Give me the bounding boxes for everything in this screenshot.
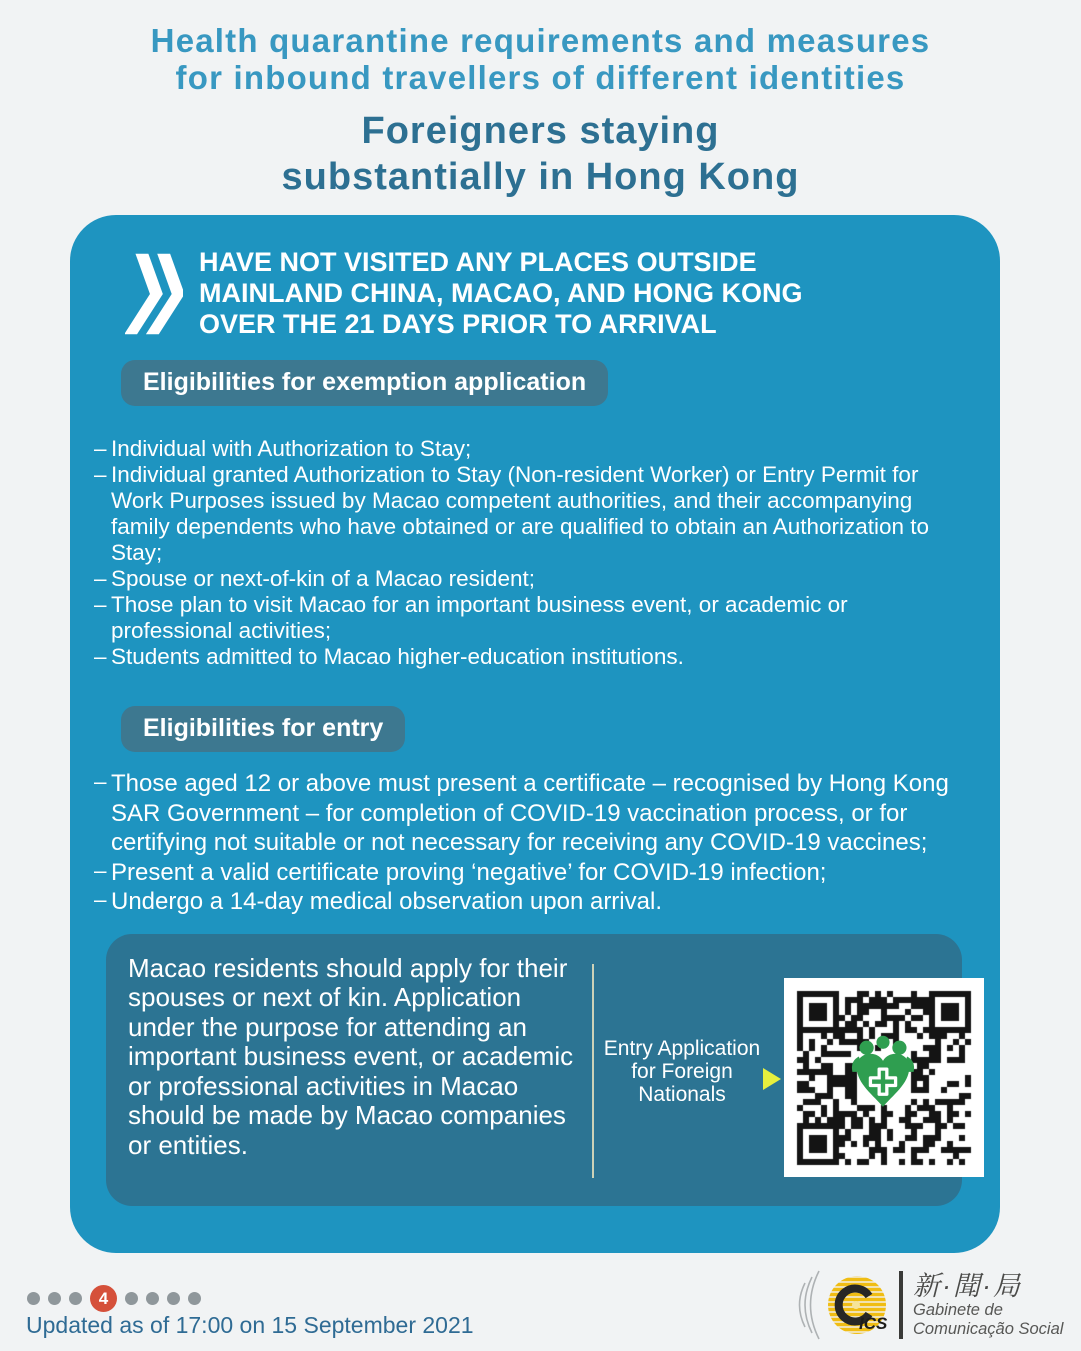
list-item-text: Those plan to visit Macao for an important business event, or academic or professional activities;: [111, 592, 848, 643]
page-subtitle-line1: Foreigners staying: [361, 110, 720, 152]
badge-exemption-application: Eligibilities for exemption application: [121, 360, 608, 406]
card-heading: [199, 245, 802, 343]
gcs-portuguese-name-line1: Gabinete de: [913, 1301, 1003, 1319]
list-item: [94, 566, 972, 592]
page-dot: [188, 1292, 201, 1305]
page-subtitle-line2: substantially in Hong Kong: [281, 156, 800, 198]
list-item-dash: –: [94, 887, 107, 912]
list-item-dash: –: [94, 462, 107, 487]
page-dot: [146, 1292, 159, 1305]
page-dot: [167, 1292, 180, 1305]
badge-entry: Eligibilities for entry: [121, 706, 405, 752]
card-heading-line2: MAINLAND CHINA, MACAO, AND HONG KONG: [199, 278, 803, 308]
qr-label-line2: for Foreign: [631, 1059, 733, 1083]
card-heading-line3: OVER THE 21 DAYS PRIOR TO ARRIVAL: [199, 309, 717, 339]
qr-label-line1: Entry Application: [603, 1036, 761, 1060]
note-text: Macao residents should apply for their spouses or next of kin. Application under the purpose for attending an important business event, or academic or professional activities in Macao should be made by Macao companies or entities.: [128, 952, 574, 1160]
list-item-dash: –: [94, 566, 107, 591]
list-item-dash: –: [94, 436, 107, 461]
list-item-dash: –: [94, 592, 107, 617]
list-item-dash: –: [94, 857, 107, 883]
page-dot: [69, 1292, 82, 1305]
page-dot: [48, 1292, 61, 1305]
card-header: [125, 245, 970, 343]
arrow-right-icon: [763, 1068, 781, 1090]
qr-code: [784, 978, 984, 1177]
exemption-eligibility-list: [94, 436, 972, 670]
page-title-line2: for inbound travellers of different identities: [175, 59, 906, 96]
double-chevron-icon: [125, 245, 183, 343]
page-title-line1: Health quarantine requirements and measures: [150, 22, 931, 59]
list-item-text: Present a valid certificate proving ‘negative’ for COVID-19 infection;: [111, 858, 827, 886]
list-item-text: Undergo a 14-day medical observation upon arrival.: [111, 888, 662, 915]
gcs-acronym: ICS: [859, 1314, 888, 1333]
page-indicator: [27, 1285, 201, 1312]
list-item-text: Individual with Authorization to Stay;: [111, 436, 472, 461]
page-dot: [27, 1292, 40, 1305]
gcs-chinese-name: 新·聞·局: [913, 1271, 1022, 1301]
note-box: [106, 934, 962, 1206]
list-item: [94, 592, 972, 644]
gcs-logo: [793, 1262, 1063, 1348]
gcs-portuguese-name-line2: Comunicação Social: [913, 1320, 1064, 1338]
qr-center-heart-icon: [848, 1034, 918, 1114]
list-item: [94, 769, 972, 858]
list-item-dash: –: [94, 644, 107, 669]
list-item-dash: –: [94, 769, 107, 794]
entry-eligibility-list: [94, 769, 972, 917]
page-dot: [125, 1292, 138, 1305]
qr-label: [598, 1037, 766, 1106]
vertical-divider: [592, 964, 594, 1178]
list-item-text: Spouse or next-of-kin of a Macao resident;: [111, 566, 535, 591]
list-item: [94, 858, 972, 888]
list-item: [94, 436, 972, 462]
page-subtitle: [0, 108, 1081, 200]
list-item: [94, 644, 972, 670]
gcs-logo-text: [899, 1271, 1063, 1339]
updated-timestamp: Updated as of 17:00 on 15 September 2021: [26, 1312, 474, 1338]
list-item: [94, 462, 972, 566]
page-indicator-current: 4: [90, 1285, 117, 1312]
requirements-card: [70, 215, 1000, 1253]
gcs-logo-mark-icon: [793, 1262, 895, 1348]
list-item-text: Students admitted to Macao higher-education institutions.: [111, 644, 684, 669]
list-item-text: Those aged 12 or above must present a certificate – recognised by Hong Kong SAR Government – for completion of COVID-19 vaccination process, or for certifying not suitable or not necessary for receiving any COVID-19 vaccines;: [111, 770, 949, 856]
qr-label-line3: Nationals: [638, 1082, 726, 1106]
card-heading-line1: HAVE NOT VISITED ANY PLACES OUTSIDE: [199, 247, 757, 277]
list-item: [94, 887, 972, 917]
list-item-text: Individual granted Authorization to Stay (Non-resident Worker) or Entry Permit for Work Purposes issued by Macao competent authorities, and their accompanying family dependents who have obtained or are qualified to obtain an Authorization to Stay;: [111, 462, 930, 565]
page-title: [0, 22, 1081, 96]
